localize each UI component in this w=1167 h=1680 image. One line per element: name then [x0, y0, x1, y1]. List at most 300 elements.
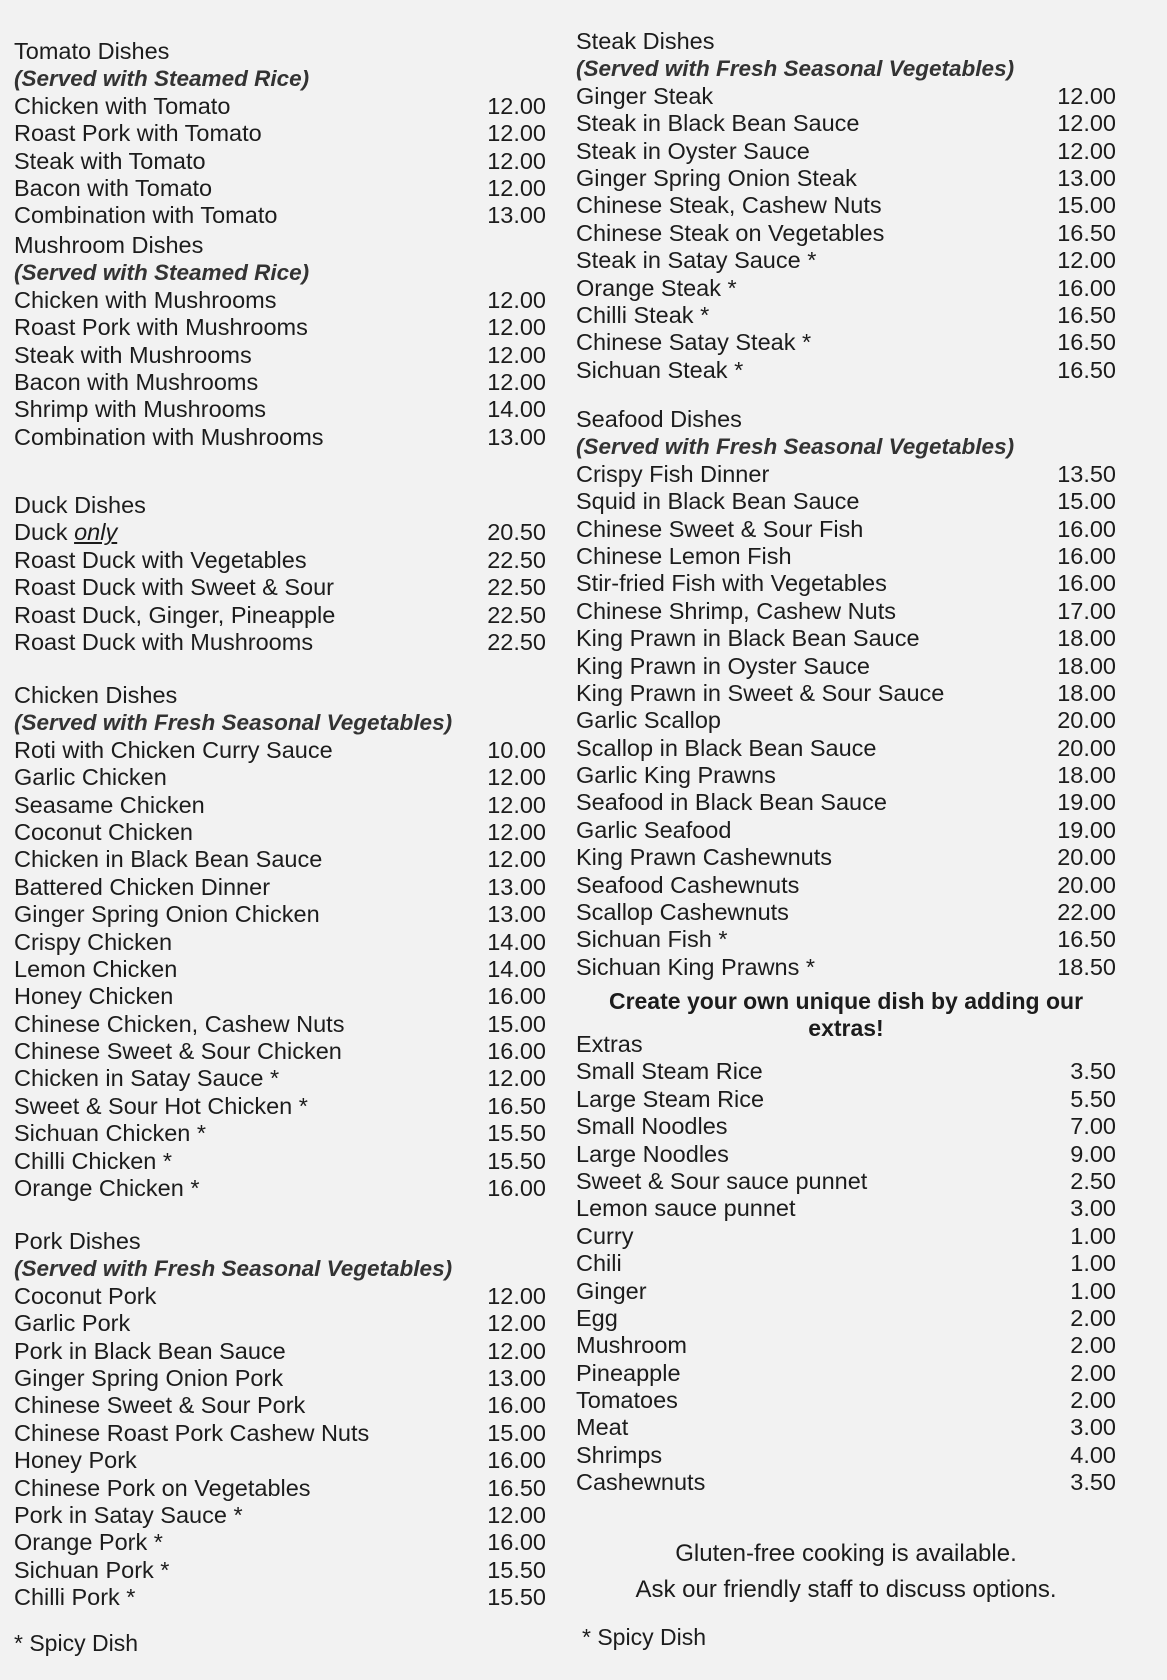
menu-item-name-text: Chinese Pork on Vegetables	[14, 1474, 311, 1501]
menu-item-name-text: Steak with Mushrooms	[14, 341, 252, 368]
menu-item-name-text: Honey Chicken	[14, 983, 174, 1010]
menu-item-name	[14, 629, 486, 656]
menu-item-price: 13.00	[487, 1364, 546, 1391]
menu-item-name-text: Ginger Spring Onion Steak	[576, 164, 857, 191]
menu-item-name-text: Bacon with Mushrooms	[14, 368, 259, 395]
menu-item-price: 14.00	[487, 928, 546, 955]
menu-item-price: 22.50	[487, 628, 546, 655]
menu-item-name	[576, 735, 1050, 762]
menu-item	[576, 1223, 1116, 1250]
menu-item-name-text: Chinese Sweet & Sour Fish	[576, 515, 864, 542]
menu-item-name-text: Large Noodles	[576, 1140, 729, 1167]
menu-item	[14, 1475, 546, 1502]
menu-item	[14, 929, 546, 956]
menu-item-name	[14, 314, 486, 341]
menu-item	[576, 653, 1116, 680]
menu-item-price: 15.50	[487, 1147, 546, 1174]
menu-item-name	[14, 1093, 486, 1120]
menu-item-price: 5.50	[1070, 1085, 1116, 1112]
menu-item	[576, 1113, 1116, 1140]
menu-item	[576, 1332, 1116, 1359]
menu-item-name-text: Steak in Satay Sauce *	[576, 247, 817, 274]
menu-item-price: 19.00	[1057, 789, 1116, 816]
section-subtitle: (Served with Steamed Rice)	[14, 66, 310, 92]
menu-item-price: 17.00	[1057, 597, 1116, 624]
menu-item	[14, 396, 546, 423]
menu-item-price: 12.00	[1057, 110, 1116, 137]
menu-item	[14, 846, 546, 873]
menu-item-name-text: Small Steam Rice	[576, 1058, 763, 1085]
menu-item-price: 12.00	[487, 1282, 546, 1309]
menu-item-price: 13.00	[487, 901, 546, 928]
menu-item	[14, 342, 546, 369]
menu-item-name	[14, 819, 486, 846]
menu-item-price: 16.50	[1057, 356, 1116, 383]
menu-item-name-text: Bacon with Tomato	[14, 174, 213, 201]
menu-item-price: 2.50	[1070, 1167, 1116, 1194]
menu-item	[576, 247, 1116, 274]
menu-item-name	[576, 516, 1050, 543]
menu-item-name-text: Chicken in Black Bean Sauce	[14, 846, 323, 873]
menu-item	[14, 764, 546, 791]
menu-item-name	[14, 342, 486, 369]
menu-item	[14, 1093, 546, 1120]
menu-item-name-text: Crispy Fish Dinner	[576, 460, 770, 487]
menu-item	[576, 899, 1116, 926]
menu-item-price: 1.00	[1070, 1250, 1116, 1277]
menu-item	[576, 707, 1116, 734]
menu-item-price: 9.00	[1070, 1140, 1116, 1167]
menu-item-name-text: Orange Chicken *	[14, 1175, 200, 1202]
menu-item-name-text: Garlic King Prawns	[576, 762, 776, 789]
menu-item-name	[576, 165, 1050, 192]
menu-item-name-text: Pineapple	[576, 1359, 681, 1386]
menu-item	[576, 192, 1116, 219]
menu-item-name-text: Pork in Satay Sauce *	[14, 1501, 243, 1528]
menu-item-price: 2.00	[1070, 1387, 1116, 1414]
menu-item	[14, 1557, 546, 1584]
menu-item	[576, 302, 1116, 329]
spicy-footnote-right: * Spicy Dish	[582, 1624, 706, 1650]
menu-item-name-text: Seasame Chicken	[14, 791, 205, 818]
menu-item-price: 12.00	[487, 1310, 546, 1337]
menu-item-name-text: Sweet & Sour Hot Chicken *	[14, 1092, 308, 1119]
menu-item-name-text: Sichuan Chicken *	[14, 1120, 207, 1147]
menu-item-name	[14, 1148, 486, 1175]
menu-item-name-text: Duck	[14, 519, 68, 546]
menu-item-price: 7.00	[1070, 1113, 1116, 1140]
menu-item-name	[576, 1168, 1050, 1195]
menu-item-name-text: Lemon sauce punnet	[576, 1195, 796, 1222]
menu-item-price: 3.50	[1070, 1058, 1116, 1085]
menu-item	[576, 357, 1116, 384]
extras-promo: Create your own unique dish by adding our extras!	[608, 988, 1084, 1041]
section-title: Chicken Dishes	[14, 682, 178, 708]
menu-item-name	[14, 956, 486, 983]
menu-item-name-text: Chinese Steak on Vegetables	[576, 219, 885, 246]
menu-item	[576, 461, 1116, 488]
menu-item	[14, 1148, 546, 1175]
menu-item-name	[14, 287, 486, 314]
menu-item-price: 16.50	[487, 1474, 546, 1501]
menu-item-name-text: Orange Steak *	[576, 274, 737, 301]
menu-item-name	[576, 1414, 1050, 1441]
menu-item-name-text: Cashewnuts	[576, 1469, 706, 1496]
menu-item	[14, 629, 546, 656]
section-steak	[576, 28, 1116, 384]
menu-item-name	[576, 488, 1050, 515]
menu-item-name-text: Chinese Steak, Cashew Nuts	[576, 192, 882, 219]
menu-item-name	[576, 1223, 1050, 1250]
menu-item-price: 12.00	[487, 174, 546, 201]
menu-item-name	[576, 1387, 1050, 1414]
menu-item-name	[576, 220, 1050, 247]
menu-item-name	[14, 1557, 486, 1584]
menu-item-price: 16.00	[1057, 542, 1116, 569]
menu-item	[14, 1502, 546, 1529]
menu-item-price: 16.50	[1057, 926, 1116, 953]
menu-item-name-text: Chilli Steak *	[576, 301, 710, 328]
menu-item-name	[576, 1360, 1050, 1387]
menu-item-name-text: Honey Pork	[14, 1447, 137, 1474]
menu-item-name-text: King Prawn in Sweet & Sour Sauce	[576, 679, 945, 706]
menu-item-name	[14, 1529, 486, 1556]
menu-item	[576, 1305, 1116, 1332]
gluten-free-note	[576, 1536, 1116, 1608]
menu-item	[576, 110, 1116, 137]
menu-item-price: 14.00	[487, 396, 546, 423]
menu-item-price: 12.00	[1057, 82, 1116, 109]
menu-item-name-text: Small Noodles	[576, 1113, 728, 1140]
menu-item	[576, 762, 1116, 789]
menu-item	[14, 819, 546, 846]
menu-item	[14, 519, 546, 546]
menu-item-price: 1.00	[1070, 1277, 1116, 1304]
section-title: Extras	[576, 1031, 643, 1057]
menu-item-name-text: Steak in Black Bean Sauce	[576, 110, 860, 137]
menu-item-name	[14, 396, 486, 423]
menu-item-name	[576, 707, 1050, 734]
menu-item-name-text: Ginger Spring Onion Pork	[14, 1364, 284, 1391]
menu-item	[14, 1365, 546, 1392]
menu-item-name	[576, 680, 1050, 707]
menu-item-name-text: Roti with Chicken Curry Sauce	[14, 736, 333, 763]
menu-item-name	[14, 737, 486, 764]
section-tomato	[14, 38, 546, 230]
menu-item	[14, 1175, 546, 1202]
menu-item-price: 12.00	[487, 1501, 546, 1528]
menu-item-price: 16.50	[1057, 329, 1116, 356]
menu-item-name	[14, 1120, 486, 1147]
section-extras	[576, 1031, 1116, 1497]
menu-item	[14, 202, 546, 229]
menu-item	[14, 602, 546, 629]
menu-item-name	[14, 148, 486, 175]
menu-item-price: 16.00	[1057, 570, 1116, 597]
menu-item-name	[576, 762, 1050, 789]
menu-item-name-text: Combination with Mushrooms	[14, 423, 324, 450]
section-title: Seafood Dishes	[576, 406, 742, 432]
menu-item	[576, 1442, 1116, 1469]
gluten-free-line-1: Gluten-free cooking is available.	[675, 1540, 1017, 1567]
menu-item-price: 15.00	[1057, 488, 1116, 515]
menu-item-name	[14, 1011, 486, 1038]
section-title: Steak Dishes	[576, 28, 715, 54]
menu-item-price: 22.50	[487, 546, 546, 573]
menu-item	[14, 547, 546, 574]
section-title: Mushroom Dishes	[14, 232, 204, 258]
section-subtitle: (Served with Fresh Seasonal Vegetables)	[576, 434, 1015, 460]
menu-item-price: 20.00	[1057, 734, 1116, 761]
menu-item-name	[576, 1113, 1050, 1140]
menu-item	[576, 926, 1116, 953]
menu-item	[14, 1338, 546, 1365]
menu-item-name-text: Shrimp with Mushrooms	[14, 396, 267, 423]
menu-item	[576, 1469, 1116, 1496]
menu-item	[576, 83, 1116, 110]
menu-item-price: 18.00	[1057, 762, 1116, 789]
menu-item-name-suffix: only	[74, 519, 118, 546]
menu-item-name-text: Chinese Roast Pork Cashew Nuts	[14, 1419, 370, 1446]
section-title: Pork Dishes	[14, 1228, 141, 1254]
menu-item-name	[14, 1175, 486, 1202]
menu-item-price: 13.50	[1057, 460, 1116, 487]
menu-item-name	[576, 817, 1050, 844]
menu-item-name	[576, 844, 1050, 871]
menu-item-name	[576, 329, 1050, 356]
menu-item-name-text: Ginger Spring Onion Chicken	[14, 901, 320, 928]
menu-item	[576, 872, 1116, 899]
menu-item	[576, 598, 1116, 625]
menu-item	[576, 1387, 1116, 1414]
menu-item-name-text: Coconut Chicken	[14, 818, 193, 845]
menu-item-name	[576, 872, 1050, 899]
menu-item-name	[576, 247, 1050, 274]
menu-item-price: 22.50	[487, 601, 546, 628]
menu-item-name-text: Sichuan Pork *	[14, 1556, 170, 1583]
menu-item	[14, 424, 546, 451]
menu-item	[14, 1420, 546, 1447]
menu-item-name-text: King Prawn in Oyster Sauce	[576, 652, 870, 679]
menu-item-name	[14, 602, 486, 629]
section-subtitle: (Served with Fresh Seasonal Vegetables)	[576, 56, 1015, 82]
menu-item	[14, 737, 546, 764]
menu-item-name	[14, 424, 486, 451]
menu-item	[14, 369, 546, 396]
menu-item-name-text: Combination with Tomato	[14, 202, 278, 229]
menu-item-name-text: Coconut Pork	[14, 1282, 157, 1309]
menu-item-price: 12.00	[487, 846, 546, 873]
menu-item-name-text: Garlic Scallop	[576, 707, 721, 734]
menu-item-name-text: Meat	[576, 1414, 629, 1441]
menu-item-price: 16.00	[487, 1175, 546, 1202]
menu-item-name-text: Ginger	[576, 1277, 647, 1304]
menu-item-price: 20.00	[1057, 844, 1116, 871]
menu-item-name	[576, 1332, 1050, 1359]
menu-item-name-text: Chinese Sweet & Sour Chicken	[14, 1038, 342, 1065]
menu-item-price: 1.00	[1070, 1222, 1116, 1249]
menu-item	[576, 1250, 1116, 1277]
menu-item-name-text: Chili	[576, 1250, 622, 1277]
menu-item-name-text: Chilli Chicken *	[14, 1147, 173, 1174]
menu-item-name-text: Sichuan Steak *	[576, 356, 744, 383]
menu-item-price: 19.00	[1057, 816, 1116, 843]
menu-item-name-text: Chicken with Mushrooms	[14, 286, 277, 313]
menu-item-name	[14, 1584, 486, 1611]
menu-item-price: 16.50	[487, 1092, 546, 1119]
menu-item	[576, 680, 1116, 707]
menu-item-name-text: Roast Duck with Mushrooms	[14, 628, 314, 655]
menu-item-price: 15.00	[487, 1419, 546, 1446]
menu-item-price: 12.00	[487, 92, 546, 119]
menu-item	[14, 314, 546, 341]
menu-item-price: 16.00	[487, 1447, 546, 1474]
menu-item	[14, 956, 546, 983]
section-seafood	[576, 406, 1116, 981]
menu-item-name	[14, 1065, 486, 1092]
menu-item-name	[14, 93, 486, 120]
menu-item	[14, 1310, 546, 1337]
menu-item-price: 2.00	[1070, 1359, 1116, 1386]
menu-item-name-text: Squid in Black Bean Sauce	[576, 488, 860, 515]
menu-item-name-text: Mushroom	[576, 1332, 688, 1359]
menu-item-name-text: Shrimps	[576, 1441, 663, 1468]
menu-item	[576, 1414, 1116, 1441]
menu-item	[576, 817, 1116, 844]
menu-item-name-text: Roast Pork with Tomato	[14, 120, 262, 147]
menu-item-price: 13.00	[1057, 164, 1116, 191]
menu-item-name	[14, 175, 486, 202]
menu-item-name-text: Crispy Chicken	[14, 928, 173, 955]
menu-item	[576, 1086, 1116, 1113]
menu-item	[576, 1058, 1116, 1085]
menu-item	[576, 570, 1116, 597]
menu-item-price: 16.50	[1057, 219, 1116, 246]
menu-item-name	[576, 1141, 1050, 1168]
menu-item	[14, 1529, 546, 1556]
menu-item-price: 15.50	[487, 1120, 546, 1147]
menu-item	[576, 789, 1116, 816]
menu-item-name-text: Lemon Chicken	[14, 955, 178, 982]
menu-item-price: 12.00	[487, 314, 546, 341]
menu-item-price: 12.00	[1057, 247, 1116, 274]
menu-item-name	[576, 954, 1050, 981]
menu-item	[576, 488, 1116, 515]
menu-item-name-text: Garlic Pork	[14, 1310, 131, 1337]
menu-item-name	[576, 789, 1050, 816]
menu-item-name	[14, 1338, 486, 1365]
menu-item-name-text: Chinese Chicken, Cashew Nuts	[14, 1010, 345, 1037]
menu-item-name	[576, 192, 1050, 219]
menu-item-name-text: Roast Duck with Vegetables	[14, 546, 307, 573]
menu-item-price: 3.50	[1070, 1469, 1116, 1496]
menu-item-name-text: Chicken in Satay Sauce *	[14, 1065, 280, 1092]
menu-item	[14, 983, 546, 1010]
menu-item-name	[14, 1283, 486, 1310]
menu-item	[576, 138, 1116, 165]
menu-item-name	[576, 83, 1050, 110]
menu-item	[14, 1065, 546, 1092]
menu-item-name	[576, 543, 1050, 570]
menu-item-name	[14, 1365, 486, 1392]
menu-item-name	[576, 357, 1050, 384]
section-chicken	[14, 682, 546, 1202]
menu-item	[14, 901, 546, 928]
menu-item	[14, 792, 546, 819]
menu-item	[14, 175, 546, 202]
menu-item-name	[576, 625, 1050, 652]
menu-item-name	[14, 1502, 486, 1529]
menu-item-price: 12.00	[487, 818, 546, 845]
menu-item-price: 20.00	[1057, 707, 1116, 734]
menu-item-price: 16.00	[1057, 515, 1116, 542]
menu-item-price: 12.00	[487, 1337, 546, 1364]
menu-item-name	[576, 598, 1050, 625]
menu-item-name-text: Curry	[576, 1222, 634, 1249]
menu-item-name	[576, 1442, 1050, 1469]
menu-item-name-text: Roast Duck, Ginger, Pineapple	[14, 601, 336, 628]
menu-item-name	[576, 275, 1050, 302]
menu-item-name	[14, 792, 486, 819]
menu-item-price: 15.50	[487, 1584, 546, 1611]
menu-item-price: 13.00	[487, 873, 546, 900]
menu-item-price: 15.00	[487, 1010, 546, 1037]
menu-item-name-text: Egg	[576, 1304, 618, 1331]
menu-item-name-text: Steak with Tomato	[14, 147, 206, 174]
menu-item-name	[14, 1310, 486, 1337]
menu-item	[576, 625, 1116, 652]
menu-item-name	[14, 901, 486, 928]
menu-item	[576, 1195, 1116, 1222]
menu-item-name-text: King Prawn in Black Bean Sauce	[576, 625, 920, 652]
menu-item-price: 12.00	[487, 368, 546, 395]
menu-item-name-text: Battered Chicken Dinner	[14, 873, 271, 900]
menu-item-price: 18.00	[1057, 679, 1116, 706]
menu-item-price: 12.00	[487, 120, 546, 147]
menu-item	[14, 1283, 546, 1310]
menu-item	[576, 1141, 1116, 1168]
menu-item	[576, 543, 1116, 570]
menu-item-name	[14, 519, 486, 546]
menu-item-price: 16.00	[487, 1529, 546, 1556]
menu-item-name-text: Scallop Cashewnuts	[576, 899, 789, 926]
menu-item-name-text: Scallop in Black Bean Sauce	[576, 734, 877, 761]
menu-item-price: 12.00	[487, 791, 546, 818]
menu-item-name	[576, 461, 1050, 488]
section-mushroom	[14, 232, 546, 451]
menu-item-name	[14, 1475, 486, 1502]
menu-item-name-text: Chilli Pork *	[14, 1584, 136, 1611]
menu-item-price: 13.00	[487, 423, 546, 450]
menu-item-price: 22.00	[1057, 899, 1116, 926]
menu-item-name-text: Orange Pork *	[14, 1529, 163, 1556]
menu-item	[576, 1278, 1116, 1305]
menu-item-name-text: Chinese Lemon Fish	[576, 542, 792, 569]
menu-item-name-text: Roast Pork with Mushrooms	[14, 314, 308, 341]
menu-item-name	[576, 899, 1050, 926]
menu-item-price: 16.50	[1057, 301, 1116, 328]
menu-item	[14, 93, 546, 120]
menu-item-name-text: Seafood in Black Bean Sauce	[576, 789, 887, 816]
menu-item-name	[576, 1250, 1050, 1277]
menu-item-name	[576, 926, 1050, 953]
section-subtitle: (Served with Fresh Seasonal Vegetables)	[14, 710, 453, 736]
menu-item-name-text: Chinese Shrimp, Cashew Nuts	[576, 597, 896, 624]
menu-item-price: 12.00	[1057, 137, 1116, 164]
menu-item-name-text: Chicken with Tomato	[14, 92, 231, 119]
menu-item-name	[576, 1086, 1050, 1113]
menu-item-price: 16.00	[487, 1038, 546, 1065]
